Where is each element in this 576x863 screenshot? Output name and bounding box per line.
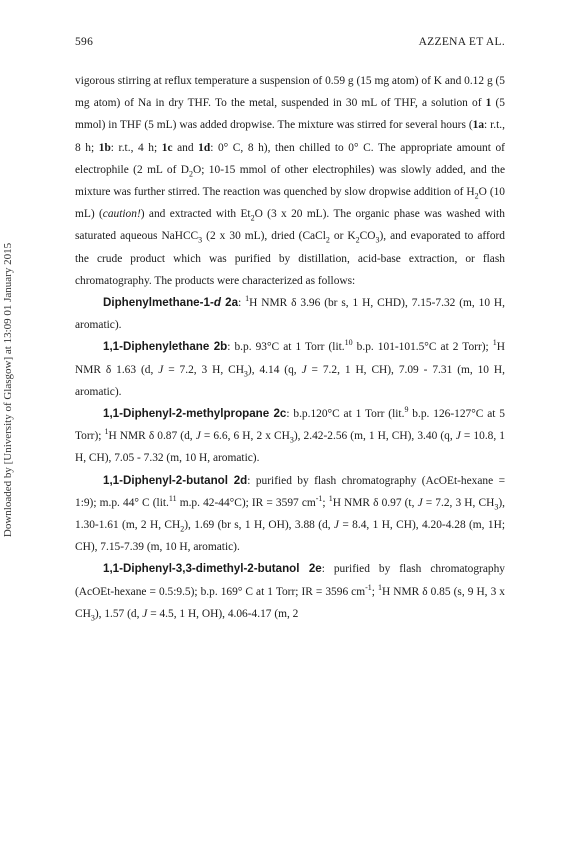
text-run: or K [329,230,356,243]
page-number: 596 [75,36,94,48]
text-run: H NMR δ 0.97 (t, [332,496,418,509]
article-body [75,70,505,625]
compound-name: 1,1-Diphenyl-2-methylpropane 2c [103,407,287,421]
subscript: 3 [494,502,499,512]
superscript: 1 [492,338,497,348]
text-run: b.p. 101-101.5°C at 2 Torr); [352,341,493,354]
subscript: 2 [189,169,193,179]
superscript: 10 [344,338,353,348]
text-run: ), 4.14 (q, [247,363,302,376]
italic-text: J [301,363,307,376]
paragraph-compound-2d [75,470,505,559]
text-run: = 8.4, 1 H, CH), 4.20-4.28 (m, 1H; CH), 7.15-7.39 (m, 10 H, aromatic). [75,519,505,554]
text-run: = 7.2, 3 H, CH [163,363,244,376]
text-run: H NMR δ 0.85 (s, 9 H, 3 x CH [75,585,505,620]
compound-ref: 1a [472,119,485,132]
subscript: 2 [355,235,360,245]
text-run: O; 10-15 mmol of other electrophiles) was slowly added, and the mixture was further stirred. The reaction was quenched by slow dropwise addition of H [75,163,506,199]
text-run: ), 2.42-2.56 (m, 1 H, CH), 3.40 (q, [293,430,456,443]
superscript: 9 [404,405,409,415]
paragraph-compound-2c [75,403,505,470]
subscript: 2 [474,191,479,201]
italic-text: J [455,430,461,443]
download-watermark: Downloaded by [University of Glasgow] at 13:09 01 January 2015 [2,242,14,538]
italic-text: J [195,430,201,443]
text-run: vigorous stirring at reflux temperature a suspension of 0.59 g (15 mg atom) of K and 0.12 g (5 mg atom) of Na in dry THF. To the metal, suspended in 30 mL of THF, a solution of [75,75,505,110]
text-run: : r.t., 4 h; [110,141,162,154]
subscript: 3 [198,235,203,245]
paragraph-compound-2b [75,336,505,403]
text-run: and [172,141,199,154]
text-run: H NMR δ 3.96 (br s, 1 H, CHD), 7.15-7.32 (m, 10 H, aromatic). [75,297,505,332]
compound-ref: 1b [98,141,111,154]
text-run: m.p. 42-44°C); IR = 3597 cm [176,496,316,509]
text-run: = 10.8, 1 H, CH), 7.05 - 7.32 (m, 10 H, aromatic). [75,430,505,465]
running-head: AZZENA ET AL. [418,36,505,48]
compound-name: Diphenylmethane-1- [103,296,214,310]
superscript: 1 [328,494,333,504]
text-run: CO [359,230,376,243]
superscript: 1 [377,582,382,592]
superscript: -1 [315,494,323,504]
text-run: : purified by flash chromatography (AcOEt-hexane = 0.5:9.5); b.p. 169° C at 1 Torr; IR = 3596 cm [75,563,505,598]
paragraph-procedure [75,70,505,292]
text-run: ) and extracted with Et [140,208,251,221]
text-run: : [238,297,246,310]
paragraph-compound-2e [75,558,505,625]
text-run: O (10 mL) ( [75,186,505,221]
text-run: = 4.5, 1 H, OH), 4.06-4.17 (m, 2 [147,607,299,620]
text-run: H NMR δ 1.63 (d, [75,341,505,376]
subscript: 3 [375,235,380,245]
compound-name: 1,1-Diphenyl-3,3-dimethyl-2-butanol 2e [103,562,322,576]
subscript: 3 [243,368,248,378]
italic-text: caution! [102,208,141,221]
subscript: 3 [90,613,95,623]
superscript: 1 [245,294,250,304]
compound-name-italic: d [213,296,221,310]
text-run: = 6.6, 6 H, 2 x CH [200,430,290,443]
subscript: 2 [250,213,255,223]
compound-name: 2a [220,296,239,310]
text-run: = 7.2, 3 H, CH [422,496,495,509]
italic-text: J [333,519,339,532]
text-run: : r.t., 8 h; [75,119,506,154]
subscript: 3 [289,435,294,445]
compound-ref: 1 [485,97,492,110]
text-run: ), 1.57 (d, [94,607,143,620]
subscript: 2 [325,235,330,245]
text-run: O (3 x 20 mL). The organic phase was washed with saturated aqueous NaHCC [75,208,505,243]
italic-text: J [417,496,423,509]
compound-name: 1,1-Diphenylethane 2b [103,340,228,354]
text-run: ; [371,585,378,598]
text-run: H NMR δ 0.87 (d, [108,430,196,443]
text-run: : b.p.120°C at 1 Torr (lit. [286,408,405,421]
text-run: ), 1.30-1.61 (m, 2 H, CH [75,496,505,532]
text-run: ), and evaporated to afford the crude product which was purified by distillation, acid-base extraction, or flash chromatography. The products were characterized as follows: [75,230,506,287]
text-run: : b.p. 93°C at 1 Torr (lit. [227,341,345,354]
subscript: 2 [180,524,185,534]
text-run: ; [322,496,329,509]
text-run: : 0° C, 8 h), then chilled to 0° C. The appropriate amount of electrophile (2 mL of D [75,141,505,176]
text-run: = 7.2, 1 H, CH), 7.09 - 7.31 (m, 10 H, aromatic). [75,363,505,398]
text-run: : purified by flash chromatography (AcOEt-hexane = 1:9); m.p. 44° C (lit. [75,474,505,509]
superscript: 11 [168,494,177,504]
paragraph-compound-2a [75,292,505,336]
superscript: 1 [104,427,109,437]
compound-name: 1,1-Diphenyl-2-butanol 2d [103,473,248,487]
italic-text: J [158,363,164,376]
compound-ref: 1d [198,141,211,154]
text-run: (2 x 30 mL), dried (CaCl [202,230,326,243]
text-run: b.p. 126-127°C at 5 Torr); [75,408,506,443]
text-run: ), 1.69 (br s, 1 H, OH), 3.88 (d, [184,519,334,532]
compound-ref: 1c [161,141,173,154]
text-run: (5 mmol) in THF (5 mL) was added dropwise. The mixture was stirred for several hours ( [75,97,505,132]
superscript: -1 [365,582,372,592]
italic-text: J [142,607,148,620]
